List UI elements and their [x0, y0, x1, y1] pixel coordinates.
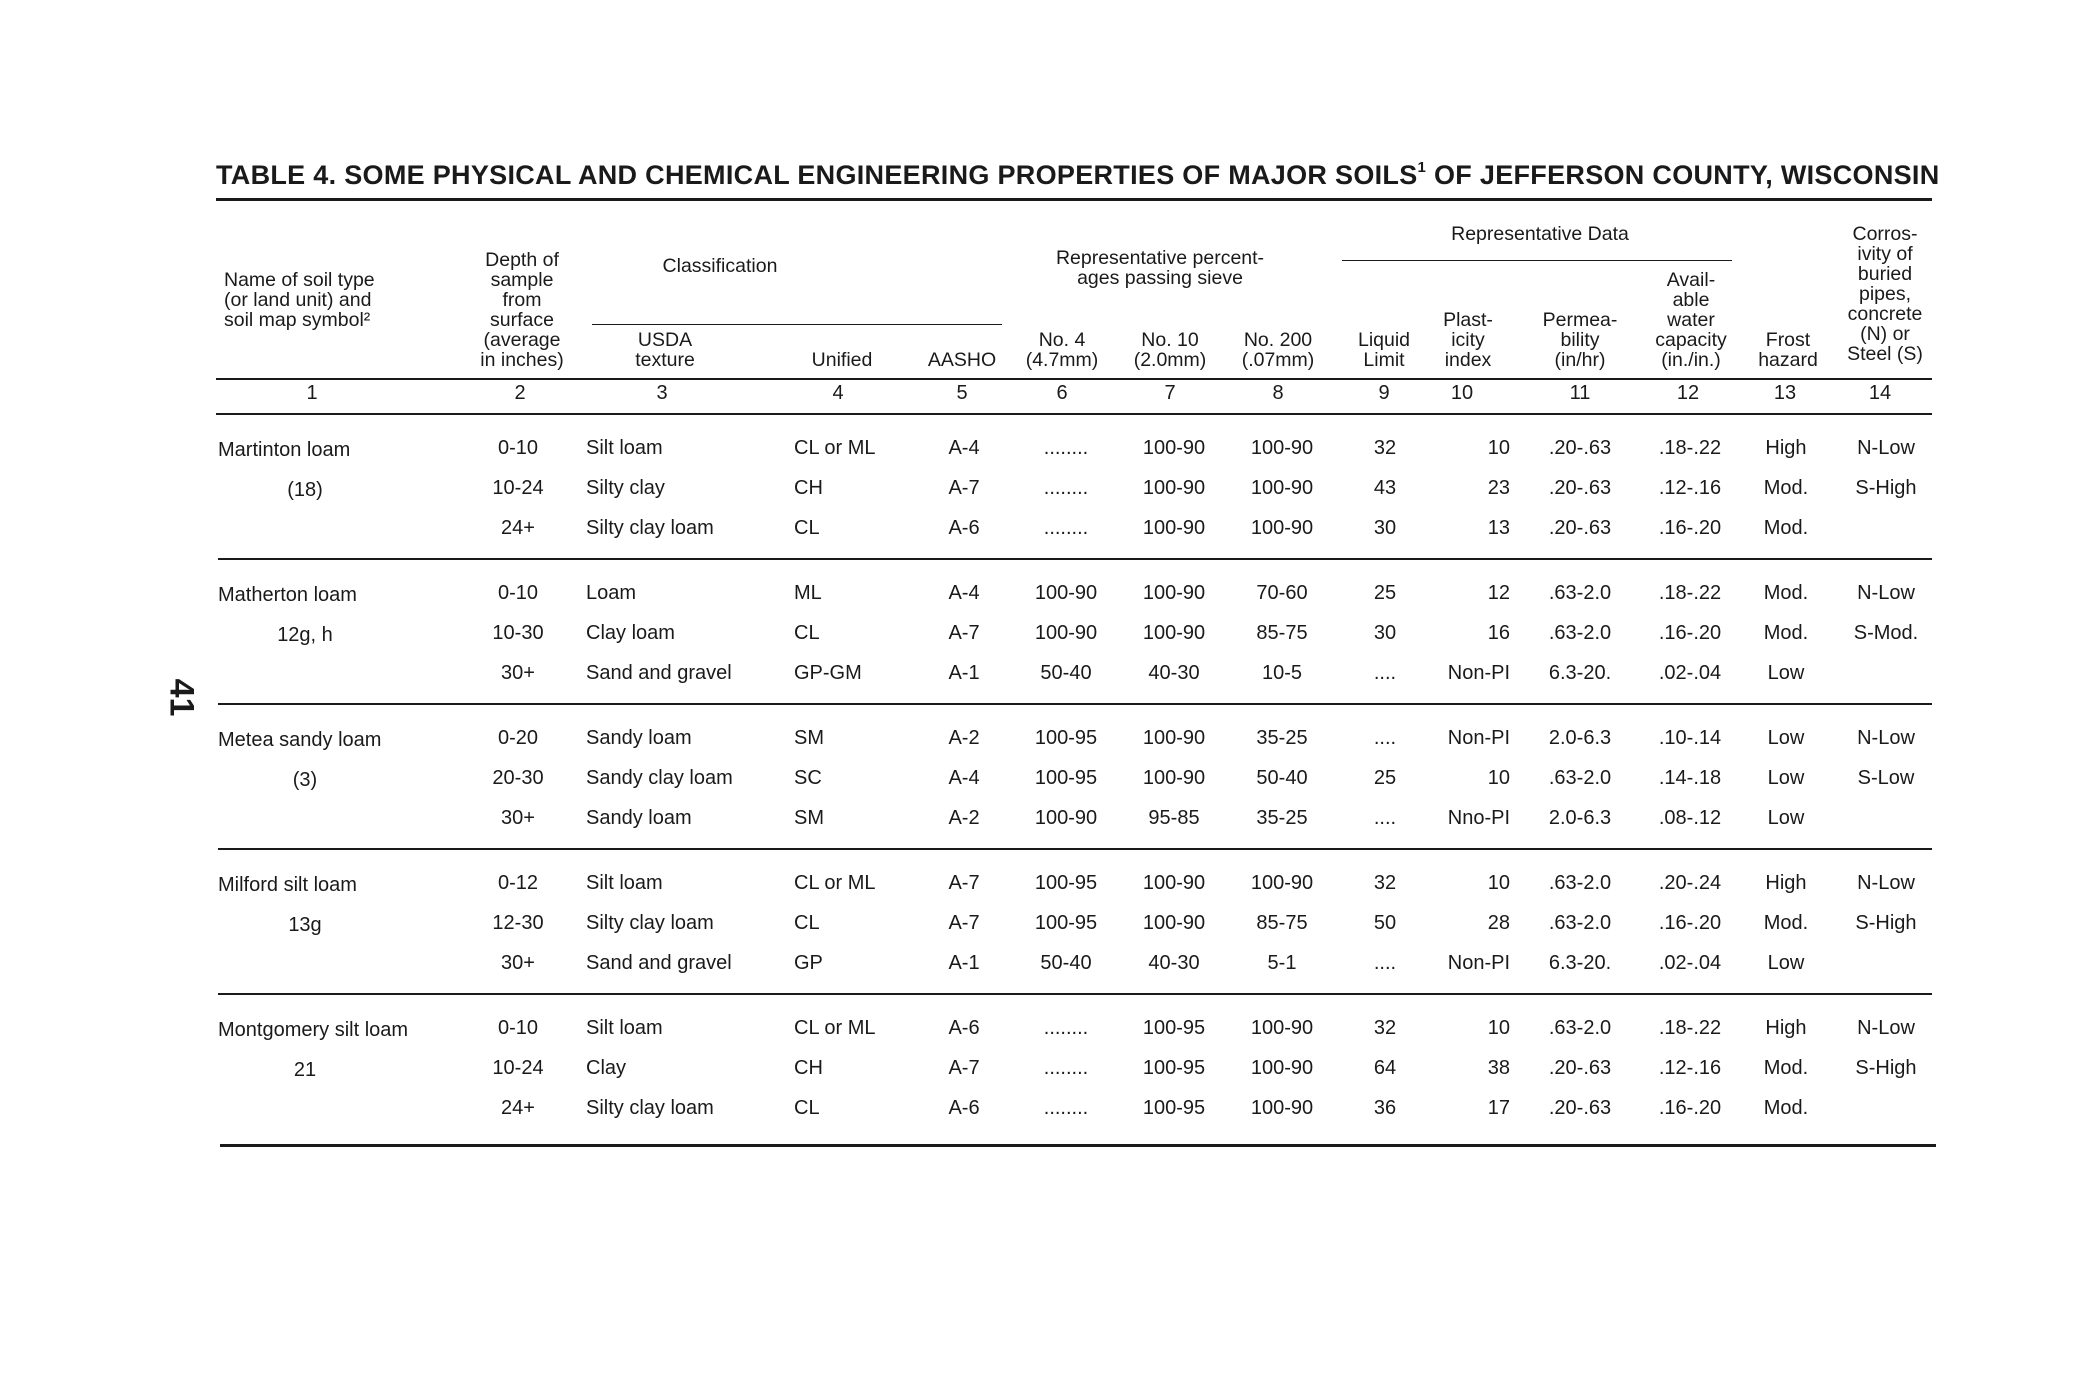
unified-cell: SC [794, 767, 822, 789]
column-number: 2 [514, 382, 526, 404]
header-no200: No. 200 (.07mm) [1241, 329, 1315, 371]
column-number: 7 [1164, 382, 1176, 404]
no4-cell: 50-40 [1040, 952, 1092, 974]
frost-hazard-cell: Low [1767, 807, 1805, 829]
permeability-cell: 6.3-20. [1548, 662, 1612, 684]
no4-cell: 100-90 [1034, 622, 1098, 644]
plasticity-cell: 10 [1487, 437, 1510, 459]
usda-texture-cell: Silty clay loam [586, 1097, 714, 1119]
plasticity-cell: 23 [1487, 477, 1510, 499]
header-avail: Avail- able water capacity (in./in.) [1655, 269, 1727, 371]
depth-cell: 24+ [501, 517, 535, 539]
usda-texture-cell: Sand and gravel [586, 662, 732, 684]
corrosivity-cell: S-Low [1857, 767, 1915, 789]
permeability-cell: .63-2.0 [1548, 912, 1612, 934]
soil-map-symbol: 12g, h [277, 624, 333, 646]
no200-cell: 35-25 [1256, 727, 1308, 749]
header-plast: Plast- icity index [1443, 309, 1493, 371]
no10-cell: 100-90 [1142, 582, 1206, 604]
group-separator [218, 848, 1932, 850]
corrosivity-cell: N-Low [1857, 582, 1915, 604]
aasho-cell: A-7 [948, 622, 980, 644]
no10-cell: 40-30 [1148, 952, 1200, 974]
column-number: 13 [1773, 382, 1797, 404]
header-liquid: Liquid Limit [1357, 329, 1411, 371]
liquid-limit-cell: 30 [1373, 517, 1397, 539]
plasticity-cell: Nno-PI [1447, 807, 1510, 829]
water-capacity-cell: .12-.16 [1658, 477, 1722, 499]
header-classification: Classification [662, 255, 778, 277]
frost-hazard-cell: High [1765, 872, 1807, 894]
depth-cell: 30+ [501, 662, 535, 684]
liquid-limit-cell: 25 [1373, 767, 1397, 789]
water-capacity-cell: .02-.04 [1658, 952, 1722, 974]
depth-cell: 24+ [501, 1097, 535, 1119]
frost-hazard-cell: Mod. [1763, 912, 1809, 934]
unified-cell: CL or ML [794, 1017, 876, 1039]
no200-cell: 100-90 [1250, 437, 1314, 459]
aasho-cell: A-7 [948, 872, 980, 894]
header-frost: Frost hazard [1758, 329, 1818, 371]
water-capacity-cell: .08-.12 [1658, 807, 1722, 829]
water-capacity-cell: .16-.20 [1658, 1097, 1722, 1119]
permeability-cell: .20-.63 [1548, 1057, 1612, 1079]
unified-cell: CL [794, 622, 820, 644]
liquid-limit-cell: 32 [1373, 872, 1397, 894]
usda-texture-cell: Sand and gravel [586, 952, 732, 974]
liquid-limit-cell: .... [1373, 952, 1397, 974]
unified-cell: CH [794, 477, 823, 499]
depth-cell: 10-24 [492, 1057, 544, 1079]
aasho-cell: A-7 [948, 1057, 980, 1079]
no10-cell: 100-95 [1142, 1017, 1206, 1039]
no200-cell: 100-90 [1250, 517, 1314, 539]
usda-texture-cell: Clay loam [586, 622, 675, 644]
unified-cell: SM [794, 807, 824, 829]
usda-texture-cell: Silt loam [586, 1017, 663, 1039]
group-separator [218, 558, 1932, 560]
depth-cell: 10-30 [492, 622, 544, 644]
group-separator [218, 703, 1932, 705]
corrosivity-cell: S-High [1855, 912, 1917, 934]
aasho-cell: A-4 [948, 767, 980, 789]
no4-cell: 50-40 [1040, 662, 1092, 684]
no200-cell: 35-25 [1256, 807, 1308, 829]
title-underline [216, 198, 1932, 201]
aasho-cell: A-6 [948, 517, 980, 539]
unified-cell: ML [794, 582, 822, 604]
plasticity-cell: 38 [1487, 1057, 1510, 1079]
header-usda: USDA texture [635, 329, 695, 371]
table-title [216, 160, 1940, 191]
no10-cell: 40-30 [1148, 662, 1200, 684]
header-unified: Unified [811, 349, 873, 371]
aasho-cell: A-6 [948, 1017, 980, 1039]
soil-name: Milford silt loam [218, 874, 357, 896]
water-capacity-cell: .12-.16 [1658, 1057, 1722, 1079]
no200-cell: 100-90 [1250, 477, 1314, 499]
water-capacity-cell: .10-.14 [1658, 727, 1722, 749]
depth-cell: 30+ [501, 952, 535, 974]
header-bottom-rule [216, 378, 1932, 380]
no10-cell: 100-90 [1142, 872, 1206, 894]
corrosivity-cell: S-Mod. [1853, 622, 1919, 644]
liquid-limit-cell: .... [1373, 807, 1397, 829]
water-capacity-cell: .16-.20 [1658, 912, 1722, 934]
plasticity-cell: 12 [1487, 582, 1510, 604]
liquid-limit-cell: 32 [1373, 437, 1397, 459]
aasho-cell: A-4 [948, 582, 980, 604]
water-capacity-cell: .20-.24 [1658, 872, 1722, 894]
soil-name: Matherton loam [218, 584, 357, 606]
depth-cell: 0-12 [497, 872, 539, 894]
no200-cell: 10-5 [1261, 662, 1303, 684]
unified-cell: GP-GM [794, 662, 862, 684]
plasticity-cell: 10 [1487, 1017, 1510, 1039]
no200-cell: 85-75 [1256, 912, 1308, 934]
unified-cell: CL or ML [794, 872, 876, 894]
water-capacity-cell: .02-.04 [1658, 662, 1722, 684]
water-capacity-cell: .18-.22 [1658, 582, 1722, 604]
unified-cell: CL or ML [794, 437, 876, 459]
no10-cell: 95-85 [1148, 807, 1200, 829]
aasho-cell: A-4 [948, 437, 980, 459]
no10-cell: 100-90 [1142, 477, 1206, 499]
aasho-cell: A-1 [948, 662, 980, 684]
unified-cell: CL [794, 517, 820, 539]
no4-cell: 100-95 [1034, 767, 1098, 789]
soil-name: Montgomery silt loam [218, 1019, 409, 1041]
no4-cell: ........ [1043, 1057, 1089, 1079]
header-no10: No. 10 (2.0mm) [1133, 329, 1207, 371]
title-text: TABLE 4. SOME PHYSICAL AND CHEMICAL ENGINEERING PROPERTIES OF MAJOR SOILS [216, 160, 1418, 190]
frost-hazard-cell: Mod. [1763, 1057, 1809, 1079]
depth-cell: 0-10 [497, 1017, 539, 1039]
page-number: 41 [162, 678, 201, 717]
no10-cell: 100-90 [1142, 767, 1206, 789]
permeability-cell: .63-2.0 [1548, 622, 1612, 644]
liquid-limit-cell: 30 [1373, 622, 1397, 644]
usda-texture-cell: Silty clay loam [586, 912, 714, 934]
unified-cell: GP [794, 952, 823, 974]
frost-hazard-cell: Mod. [1763, 477, 1809, 499]
aasho-cell: A-1 [948, 952, 980, 974]
frost-hazard-cell: Mod. [1763, 622, 1809, 644]
depth-cell: 10-24 [492, 477, 544, 499]
permeability-cell: .20-.63 [1548, 1097, 1612, 1119]
plasticity-cell: 10 [1487, 767, 1510, 789]
liquid-limit-cell: 43 [1373, 477, 1397, 499]
liquid-limit-cell: 32 [1373, 1017, 1397, 1039]
depth-cell: 0-10 [497, 582, 539, 604]
no200-cell: 100-90 [1250, 1017, 1314, 1039]
permeability-cell: .20-.63 [1548, 517, 1612, 539]
frost-hazard-cell: High [1765, 437, 1807, 459]
corrosivity-cell: N-Low [1857, 1017, 1915, 1039]
plasticity-cell: Non-PI [1447, 727, 1510, 749]
usda-texture-cell: Clay [586, 1057, 627, 1079]
no4-cell: 100-95 [1034, 912, 1098, 934]
soil-map-symbol: 21 [293, 1059, 317, 1081]
depth-cell: 12-30 [492, 912, 544, 934]
plasticity-cell: 16 [1487, 622, 1510, 644]
column-number: 5 [956, 382, 968, 404]
title-footnote-mark: 1 [1417, 159, 1427, 176]
permeability-cell: 6.3-20. [1548, 952, 1612, 974]
rep-data-rule [1342, 260, 1732, 261]
liquid-limit-cell: 25 [1373, 582, 1397, 604]
usda-texture-cell: Silt loam [586, 437, 663, 459]
column-number: 8 [1272, 382, 1284, 404]
usda-texture-cell: Silt loam [586, 872, 663, 894]
liquid-limit-cell: .... [1373, 662, 1397, 684]
group-separator [218, 993, 1932, 995]
corrosivity-cell: S-High [1855, 477, 1917, 499]
header-sieve-group: Representative percent- ages passing sieve [1055, 247, 1265, 289]
no4-cell: ........ [1043, 517, 1089, 539]
no10-cell: 100-90 [1142, 622, 1206, 644]
no4-cell: 100-90 [1034, 807, 1098, 829]
plasticity-cell: 28 [1487, 912, 1510, 934]
no4-cell: ........ [1043, 477, 1089, 499]
column-number: 12 [1676, 382, 1700, 404]
permeability-cell: .20-.63 [1548, 437, 1612, 459]
no4-cell: 100-90 [1034, 582, 1098, 604]
no4-cell: ........ [1043, 1097, 1089, 1119]
aasho-cell: A-7 [948, 477, 980, 499]
no10-cell: 100-90 [1142, 437, 1206, 459]
permeability-cell: .63-2.0 [1548, 1017, 1612, 1039]
water-capacity-cell: .18-.22 [1658, 1017, 1722, 1039]
header-perm: Permea- bility (in/hr) [1542, 309, 1618, 371]
permeability-cell: .20-.63 [1548, 477, 1612, 499]
plasticity-cell: 13 [1487, 517, 1510, 539]
no200-cell: 85-75 [1256, 622, 1308, 644]
permeability-cell: 2.0-6.3 [1548, 727, 1612, 749]
permeability-cell: .63-2.0 [1548, 872, 1612, 894]
no10-cell: 100-95 [1142, 1057, 1206, 1079]
permeability-cell: .63-2.0 [1548, 767, 1612, 789]
header-name: Name of soil type (or land unit) and soil map symbol² [224, 269, 375, 331]
no10-cell: 100-95 [1142, 1097, 1206, 1119]
water-capacity-cell: .14-.18 [1658, 767, 1722, 789]
frost-hazard-cell: High [1765, 1017, 1807, 1039]
frost-hazard-cell: Low [1767, 952, 1805, 974]
plasticity-cell: 17 [1487, 1097, 1510, 1119]
frost-hazard-cell: Mod. [1763, 582, 1809, 604]
water-capacity-cell: .16-.20 [1658, 517, 1722, 539]
no10-cell: 100-90 [1142, 727, 1206, 749]
usda-texture-cell: Sandy loam [586, 727, 692, 749]
no4-cell: ........ [1043, 1017, 1089, 1039]
column-number: 4 [832, 382, 844, 404]
no4-cell: 100-95 [1034, 872, 1098, 894]
plasticity-cell: Non-PI [1447, 952, 1510, 974]
permeability-cell: 2.0-6.3 [1548, 807, 1612, 829]
liquid-limit-cell: 50 [1373, 912, 1397, 934]
header-depth: Depth of sample from surface (average in inches) [480, 249, 564, 371]
corrosivity-cell: S-High [1855, 1057, 1917, 1079]
no200-cell: 50-40 [1256, 767, 1308, 789]
column-number: 9 [1378, 382, 1390, 404]
column-number: 6 [1056, 382, 1068, 404]
usda-texture-cell: Loam [586, 582, 637, 604]
usda-texture-cell: Sandy loam [586, 807, 692, 829]
no200-cell: 70-60 [1256, 582, 1308, 604]
column-number: 1 [306, 382, 318, 404]
column-number: 14 [1868, 382, 1892, 404]
usda-texture-cell: Silty clay loam [586, 517, 714, 539]
unified-cell: CL [794, 1097, 820, 1119]
frost-hazard-cell: Low [1767, 727, 1805, 749]
soil-name: Martinton loam [218, 439, 351, 461]
header-aasho: AASHO [927, 349, 997, 371]
no200-cell: 100-90 [1250, 872, 1314, 894]
plasticity-cell: 10 [1487, 872, 1510, 894]
usda-texture-cell: Silty clay [586, 477, 665, 499]
liquid-limit-cell: 36 [1373, 1097, 1397, 1119]
header-no4: No. 4 (4.7mm) [1025, 329, 1099, 371]
frost-hazard-cell: Mod. [1763, 1097, 1809, 1119]
depth-cell: 0-20 [497, 727, 539, 749]
aasho-cell: A-6 [948, 1097, 980, 1119]
depth-cell: 30+ [501, 807, 535, 829]
aasho-cell: A-7 [948, 912, 980, 934]
corrosivity-cell: N-Low [1857, 727, 1915, 749]
aasho-cell: A-2 [948, 807, 980, 829]
no10-cell: 100-90 [1142, 912, 1206, 934]
liquid-limit-cell: .... [1373, 727, 1397, 749]
soil-map-symbol: 13g [288, 914, 322, 936]
column-number: 10 [1450, 382, 1474, 404]
water-capacity-cell: .16-.20 [1658, 622, 1722, 644]
frost-hazard-cell: Low [1767, 662, 1805, 684]
unified-cell: SM [794, 727, 824, 749]
table-bottom-rule [220, 1144, 1936, 1147]
column-numbers-rule [216, 413, 1932, 415]
unified-cell: CH [794, 1057, 823, 1079]
no10-cell: 100-90 [1142, 517, 1206, 539]
corrosivity-cell: N-Low [1857, 437, 1915, 459]
soil-name: Metea sandy loam [218, 729, 382, 751]
frost-hazard-cell: Low [1767, 767, 1805, 789]
title-text-end: OF JEFFERSON COUNTY, WISCONSIN [1426, 160, 1940, 190]
permeability-cell: .63-2.0 [1548, 582, 1612, 604]
column-number: 11 [1569, 382, 1591, 404]
soil-map-symbol: (18) [287, 479, 323, 501]
unified-cell: CL [794, 912, 820, 934]
column-number: 3 [656, 382, 668, 404]
classification-rule [592, 324, 1002, 325]
no200-cell: 100-90 [1250, 1057, 1314, 1079]
no4-cell: ........ [1043, 437, 1089, 459]
aasho-cell: A-2 [948, 727, 980, 749]
corrosivity-cell: N-Low [1857, 872, 1915, 894]
plasticity-cell: Non-PI [1447, 662, 1510, 684]
usda-texture-cell: Sandy clay loam [586, 767, 733, 789]
depth-cell: 0-10 [497, 437, 539, 459]
no4-cell: 100-95 [1034, 727, 1098, 749]
no200-cell: 5-1 [1267, 952, 1297, 974]
liquid-limit-cell: 64 [1373, 1057, 1397, 1079]
soil-map-symbol: (3) [292, 769, 318, 791]
header-rep-data: Representative Data [1451, 223, 1629, 245]
header-corros: Corros- ivity of buried pipes, concrete (N) or Steel (S) [1847, 223, 1923, 365]
water-capacity-cell: .18-.22 [1658, 437, 1722, 459]
depth-cell: 20-30 [492, 767, 544, 789]
frost-hazard-cell: Mod. [1763, 517, 1809, 539]
no200-cell: 100-90 [1250, 1097, 1314, 1119]
